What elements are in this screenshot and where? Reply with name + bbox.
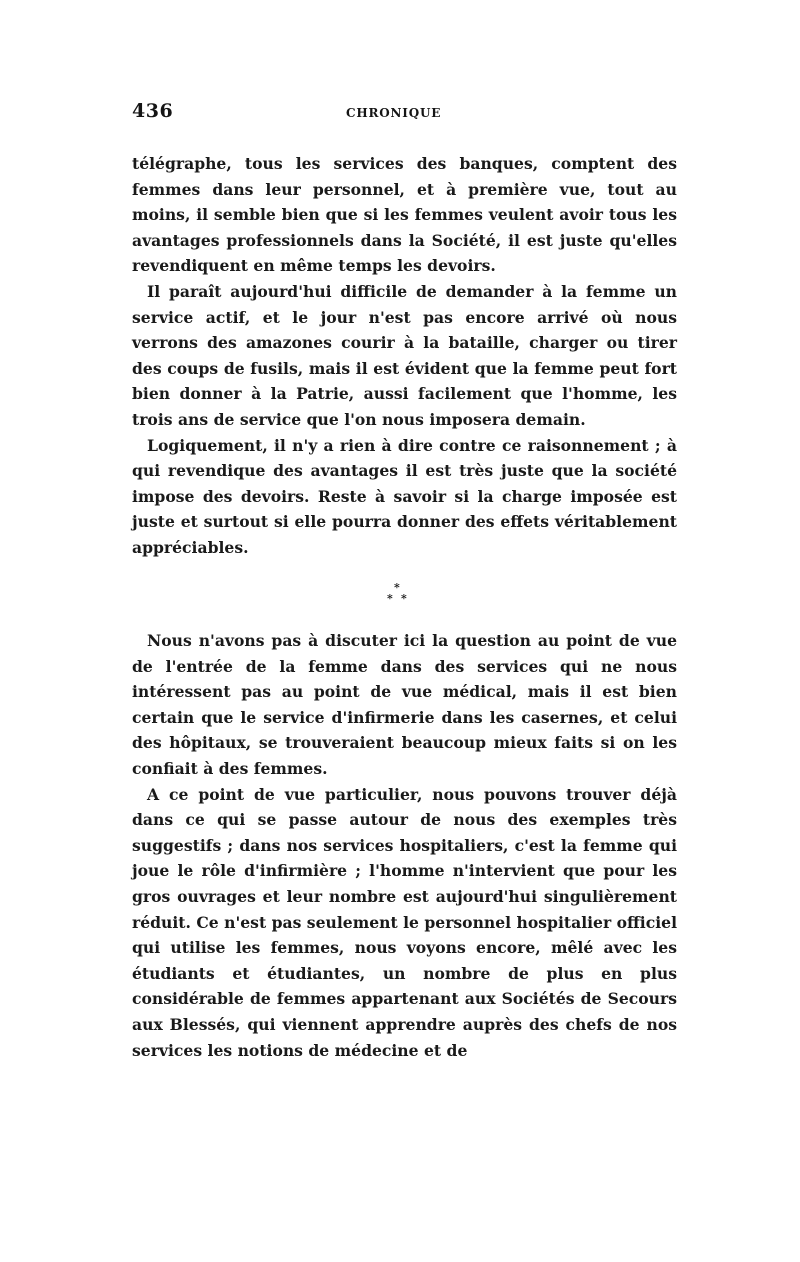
paragraph: Nous n'avons pas à discuter ici la question au point de vue de l'entrée de la femme dans des services qui ne nous intéressent pas au point de vue médical, mais il est bien certain que le service d'infirmerie dans les casernes, et celui des hôpitaux, se trouveraient beaucoup mieux faits si on les confiait à des femmes. <box>132 631 677 778</box>
running-head <box>132 100 677 130</box>
asterism-separator <box>380 582 416 612</box>
text-section-two <box>132 628 677 1063</box>
paragraph: A ce point de vue particulier, nous pouvons trouver déjà dans ce qui se passe autour de nous des exemples très suggestifs ; dans nos services hospitaliers, c'est la femme qui joue le rôle d'infirmière ; l'homme n'intervient que pour les gros ouvrages et leur nombre est aujourd'hui singulièrement réduit. Ce n'est pas seulement le personnel hospitalier officiel qui utilise les femmes, nous voyons encore, mêlé avec les étudiants et étudiantes, un nombre de plus en plus considérable de femmes appartenant aux Sociétés de Secours aux Blessés, qui viennent apprendre auprès des chefs de nos services les notions de médecine et de <box>132 784 677 1060</box>
asterism-star: * <box>401 592 407 605</box>
paragraph-continued: télégraphe, tous les services des banques, comptent des femmes dans leur personnel, et à première vue, tout au moins, il semble bien que si les femmes veulent avoir tous les avantages professionnels dans la Société, il est juste qu'elles revendiquent en même temps les devoirs. <box>132 154 677 276</box>
text-section-one <box>132 151 677 561</box>
paragraph: Logiquement, il n'y a rien à dire contre ce raisonnement ; à qui revendique des avantages il est très juste que la société impose des devoirs. Reste à savoir si la charge imposée est juste et surtout si elle pourra donner des effets véritablement appréciables. <box>132 435 677 557</box>
page-number: 436 <box>132 100 174 122</box>
paragraph: Il paraît aujourd'hui difficile de demander à la femme un service actif, et le jour n'est pas encore arrivé où nous verrons des amazones courir à la bataille, charger ou tirer des coups de fusils, mais il est évident que la femme peut fort bien donner à la Patrie, aussi facilement que l'homme, les trois ans de service que l'on nous imposera demain. <box>132 281 677 429</box>
running-title: CHRONIQUE <box>346 106 442 120</box>
asterism-star: * <box>387 592 393 605</box>
asterism-star: * <box>394 581 400 594</box>
